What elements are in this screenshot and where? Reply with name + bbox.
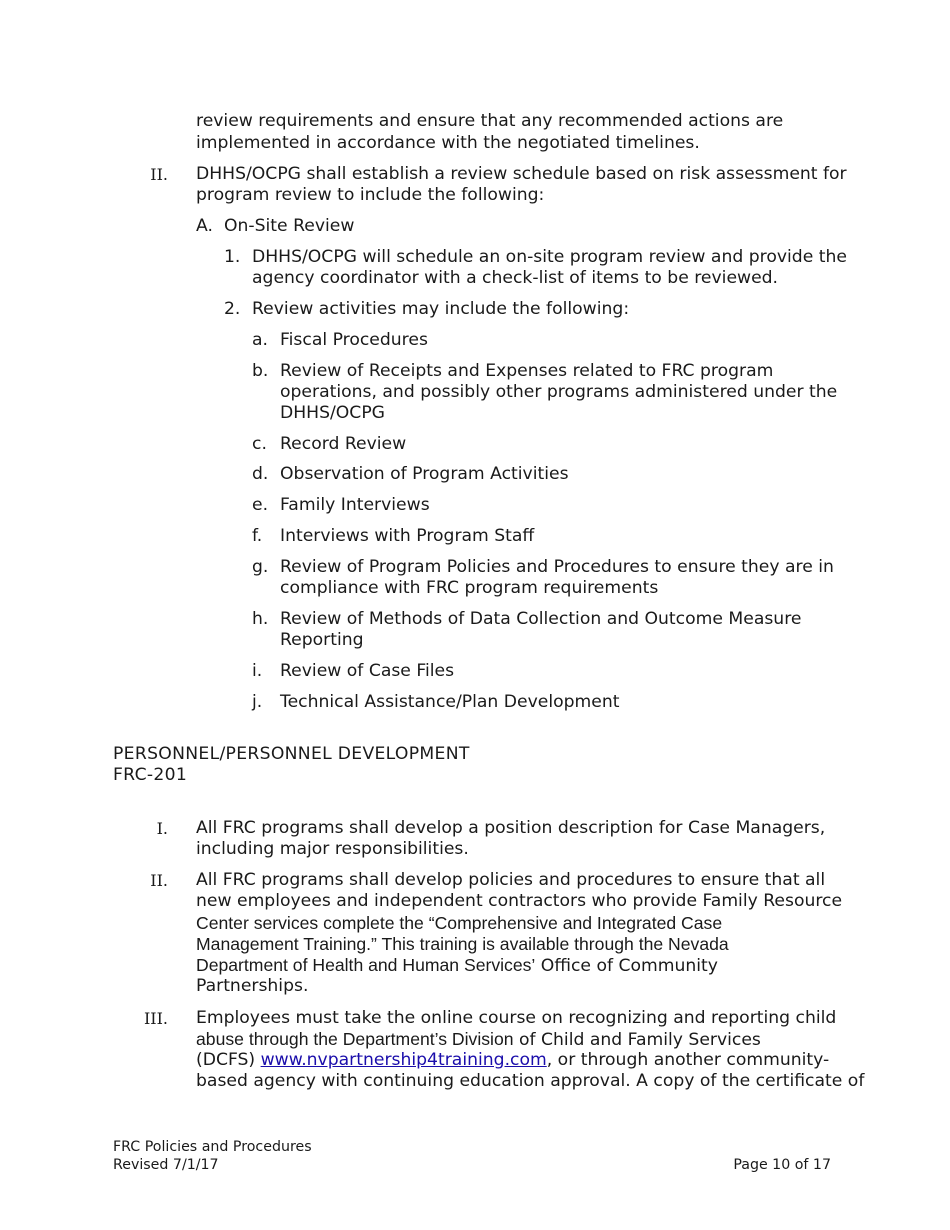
activity-line: Review of Receipts and Expenses related to FRC program (280, 361, 774, 381)
activity-marker: g. (252, 557, 269, 577)
activity-line: Reporting (280, 630, 364, 650)
activity-line: Observation of Program Activities (280, 464, 569, 484)
activity-line: Review of Methods of Data Collection and Outcome Measure (280, 609, 802, 629)
text-run: , or through another community- (546, 1050, 830, 1070)
personnel-item-2-line-2: new employees and independent contractors who provide Family Resource (196, 891, 843, 911)
text-run: (DCFS) (196, 1050, 261, 1070)
activity-line: DHHS/OCPG (280, 403, 385, 423)
footer-page-number: Page 10 of 17 (733, 1157, 831, 1173)
subsection-title: On-Site Review (224, 216, 355, 236)
intro-line-1: review requirements and ensure that any recommended actions are (196, 111, 784, 131)
text-run: abuse through the Department’s Division (196, 1029, 514, 1049)
review-schedule-line-2: program review to include the following: (196, 185, 545, 205)
personnel-item-3-line-3 (196, 1050, 829, 1071)
personnel-item-1-line-1: All FRC programs shall develop a position description for Case Managers, (196, 818, 826, 838)
item-1-line-2: agency coordinator with a check-list of items to be reviewed. (252, 268, 779, 288)
personnel-item-3-line-2 (196, 1029, 761, 1051)
activity-marker: i. (252, 661, 263, 681)
personnel-item-3-line-4: based agency with continuing education approval. A copy of the certificate of (196, 1071, 865, 1091)
personnel-numeral: III. (143, 1009, 168, 1028)
activity-line: Record Review (280, 434, 407, 454)
activity-line: Review of Case Files (280, 661, 455, 681)
footer-title: FRC Policies and Procedures (113, 1139, 312, 1155)
personnel-numeral: I. (156, 819, 168, 838)
activity-marker: b. (252, 361, 269, 381)
activity-marker: a. (252, 330, 268, 350)
section-heading: PERSONNEL/PERSONNEL DEVELOPMENT (113, 744, 470, 764)
activity-line: Review of Program Policies and Procedures to ensure they are in (280, 557, 834, 577)
activity-marker: e. (252, 495, 269, 515)
activity-line: Technical Assistance/Plan Development (280, 692, 620, 712)
activity-line: Interviews with Program Staff (280, 526, 535, 546)
activity-marker: h. (252, 609, 269, 629)
section-code: FRC-201 (113, 765, 188, 785)
personnel-item-2-line-5 (196, 955, 718, 977)
text-run: Department of Health and Human Services’ (196, 955, 536, 975)
footer-revised: Revised 7/1/17 (113, 1157, 219, 1173)
text-run: Office of Community (535, 956, 718, 976)
activity-line: operations, and possibly other programs administered under the (280, 382, 838, 402)
review-schedule-line-1: DHHS/OCPG shall establish a review schedule based on risk assessment for (196, 164, 847, 184)
personnel-item-1-line-2: including major responsibilities. (196, 839, 469, 859)
activity-marker: c. (252, 434, 267, 454)
training-link[interactable]: www.nvpartnership4training.com (260, 1050, 547, 1070)
item-1-marker: 1. (224, 247, 241, 267)
intro-line-2: implemented in accordance with the negotiated timelines. (196, 133, 700, 153)
activity-line: compliance with FRC program requirements (280, 578, 659, 598)
activity-line: Fiscal Procedures (280, 330, 428, 350)
personnel-item-2-line-3: Center services complete the “Comprehensive and Integrated Case (196, 913, 723, 933)
personnel-item-3-line-1: Employees must take the online course on recognizing and reporting child (196, 1008, 837, 1028)
item-1-line-1: DHHS/OCPG will schedule an on-site program review and provide the (252, 247, 847, 267)
activity-marker: f. (252, 526, 263, 546)
personnel-item-2-line-6: Partnerships. (196, 976, 309, 996)
personnel-numeral: II. (150, 871, 168, 890)
activity-marker: j. (252, 692, 263, 712)
item-2-text: Review activities may include the following: (252, 299, 630, 319)
activity-marker: d. (252, 464, 269, 484)
subsection-marker: A. (196, 216, 213, 236)
personnel-item-2-line-4: Management Training.” This training is available through the Nevada (196, 934, 729, 954)
text-run: of Child and Family Services (513, 1030, 761, 1050)
activity-line: Family Interviews (280, 495, 430, 515)
section-numeral: II. (150, 165, 168, 184)
item-2-marker: 2. (224, 299, 241, 319)
personnel-item-2-line-1: All FRC programs shall develop policies and procedures to ensure that all (196, 870, 826, 890)
